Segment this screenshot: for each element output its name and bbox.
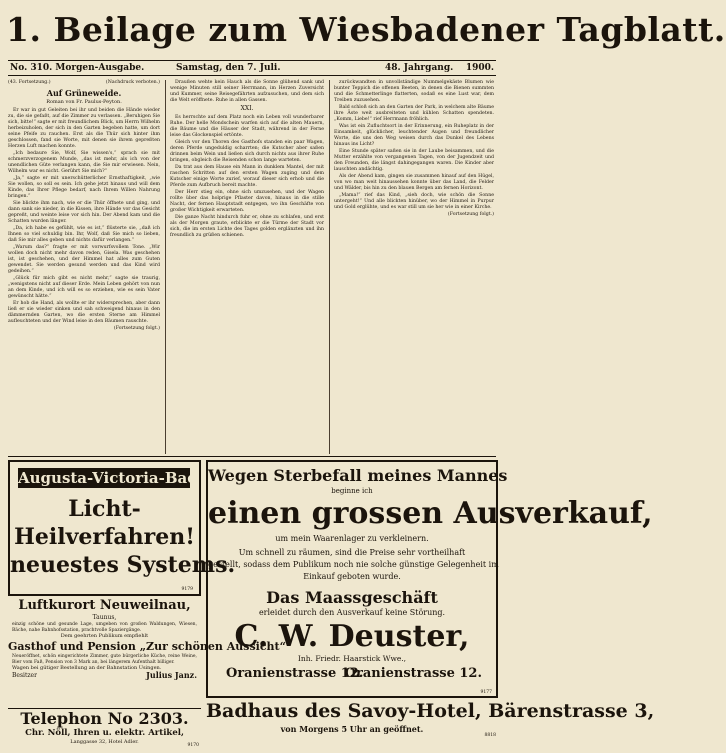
paragraph: „Mama!“ rief das Kind, „sieh doch, wie schön die Sonne untergeht!“ Und alle blickten hinüber, wo der Himmel in Purpur und Gold erglühte, und es war still um sie her wie in einer Kirche. <box>334 193 494 210</box>
paragraph: Als der Abend kam, gingen sie zusammen hinauf auf den Hügel, von wo man weit hinaussehen konnte über das Land, die Felder und Wälder, bis hin zu den blauen Bergen am fernen Horizont. <box>334 174 494 191</box>
ad-kurort-recommend: Dem geehrten Publikum empfiehlt <box>60 633 149 639</box>
paragraph: „Warum das?“ fragte er mit vorwurfsvollem Tone. „Wir wollen doch nicht mehr davon reden, Gisela. Was geschehen ist, ist geschehen, und der Himmel hat alles zum Guten gewendet. Sie werden gesund werden und das Kind wird gedeihen.“ <box>8 245 160 274</box>
ad-badhaus-title: Badhaus des Savoy-Hotel, Bärenstrasse 3, <box>206 700 655 722</box>
ad-deuster-owner: Inh. Friedr. Haarstick Wwe., <box>297 654 407 663</box>
story-title: Auf Grüneweide. <box>46 88 122 98</box>
paragraph: Sie blickte ihm nach, wie er die Thür öffnete und ging, und dann sank sie nieder, in die Kissen, ihre Hände vor das Gesicht gepreßt, und weinte leise vor sich hin. Der Abend kam und die Schatten wurden länger. <box>8 201 160 224</box>
ad-deuster-line: um mein Waarenlager zu verkleinern. <box>275 534 429 543</box>
issue-date: Samstag, den 7. Juli. <box>176 63 281 73</box>
issue-number-edition <box>10 61 144 75</box>
ad-kurort-hotel: Gasthof und Pension „Zur schönen Aussicht“ <box>8 640 286 653</box>
paragraph: Da trat aus dem Hause ein Mann in dunklem Mantel, der mit raschen Schritten auf den ersten Wagen zuging und dem Kutscher einige Worte zurief, worauf dieser sich erhob und die Pferde zum Aufbruch bereit machte. <box>170 165 324 188</box>
ad-code: 8818 <box>484 733 496 738</box>
paragraph: zurückwandten in unvollständige Nummelgekäste Blumen wie bunter Teppich die offenen Beeten, in denen die Bienen summten und die Schmetterlinge flatterten, sodaß es eine Lust war, dem Treiben zuzusehen. <box>334 80 494 103</box>
ad-badhaus-hours: von Morgens 5 Uhr an geöffnet. <box>280 724 424 734</box>
column-rule <box>165 80 166 454</box>
issue-edition: Morgen-Ausgabe. <box>55 63 145 73</box>
ad-deuster-line: Um schnell zu räumen, sind die Preise sehr vortheilhaft <box>238 548 466 557</box>
ad-kurort-hotel-details: Neueröffnet, schön eingerichtete Zimmer, gute bürgerliche Küche, reine Weine, Bier vom Faß, Pension von 3 Mark an, bei längerem Aufenthalt billiger. <box>12 654 197 665</box>
paragraph: Eine Stunde später saßen sie in der Laube beisammen, und die Mutter erzählte von vergangenen Tagen, von der Jugendzeit und den Freunden, die längst dahingegangen waren. Die Kinder aber lauschten andächtig. <box>334 149 494 172</box>
issue-year: 1900. <box>465 63 494 73</box>
ad-code: 9179 <box>181 587 193 592</box>
ad-kurort-owner: Julius Janz. <box>146 670 197 680</box>
ad-deuster-note: erleidet durch den Ausverkauf keine Störung. <box>258 608 446 617</box>
column-rule <box>329 80 330 454</box>
paragraph: „Ja,“ sagte er mit unerschütterlicher Ernsthaftigkeit, „wie Sie wollen, so soll es sein. Ich gehe jetzt hinaus und will dem Kinde, das Ihrer Pflege bedarf, nach Ihrem Willen Nahrung bringen.“ <box>8 176 160 199</box>
paragraph: „Ich bedaure Sie, Wolf, Sie wissen's,“ sprach sie mit schmerzverzogenem Munde, „das ist mehr, als ich von der unendlichen Güte verlangen kann, die Sie mir erwiesen. Nein, Wilhelm war es nicht. Gerührt Sie mich?“ <box>8 151 160 174</box>
paragraph: Was ist ein Zufluchtsort in der Erinnerung, ein Ruheplatz in der Einsamkeit, glücklicher, leuchtender Augen und freundlicher Worte, die uns den Weg weisen durch das Dunkel des Lebens hinaus ins Licht? <box>334 124 494 147</box>
ad-deuster-firm: C. W. Deuster, <box>234 619 470 654</box>
ad-phone-number: Telephon No 2303. <box>20 709 189 728</box>
ad-deuster-ausverkauf <box>206 460 653 698</box>
section-divider <box>8 456 496 457</box>
ad-deuster-address-right: Oranienstrasse 12. <box>344 666 482 681</box>
ad-deuster-line: gestellt, sodass dem Publikum noch nie solche günstige Gelegenheit im <box>208 560 499 569</box>
ad-kurort-owner-row <box>8 671 201 680</box>
ad-deuster-line: Einkauf geboten wurde. <box>303 572 401 581</box>
continued-note: (Fortsetzung folgt.) <box>113 326 160 331</box>
continuation-note: (43. Fortsetzung.) <box>8 80 51 85</box>
column-2 <box>170 80 324 454</box>
issue-bar <box>8 60 496 76</box>
ad-phone-shop: Chr. Nöll, Ihren u. elektr. Artikel, <box>25 728 184 738</box>
paragraph: Der Herr stieg ein, ohne sich umzusehen, und der Wagen rollte über das holprige Pflaster davon, hinaus in die stille Nacht, der fernen Hauptstadt entgegen, wo ihn Geschäfte von großer Wichtigkeit erwarteten. <box>170 190 324 213</box>
paragraph: Er hob die Hand, als wollte er ihr widersprechen, aber dann ließ er sie wieder sinken und sah schweigend hinaus in den dämmernden Garten, wo die ersten Sterne am Himmel aufleuchteten und der Wind leise in den Bäumen rauschte. <box>8 301 160 324</box>
ad-kurort-region: Taunus, <box>92 614 117 621</box>
paragraph: „Da, ich habe es gefühlt, wie es ist,“ flüsterte sie, „daß ich Ihnen so viel schuldig bin. Ihr, Wolf, daß Sie mich so lieben, daß Sie mir alles geben und nichts dafür verlangen.“ <box>8 226 160 243</box>
paragraph: Die ganze Nacht hindurch fuhr er, ohne zu schlafen, und erst als der Morgen graute, erblickte er die Türme der Stadt vor sich, die im ersten Lichte des Tages golden erglänzten und ihn freundlich zu grüßen schienen. <box>170 215 324 238</box>
ad-augusta-title: Augusta-Victoria-Bad <box>18 469 198 487</box>
ad-column-left <box>8 460 286 748</box>
ad-telephon <box>8 708 201 749</box>
issue-volume-year <box>385 61 494 75</box>
paragraph: „Glück für mich gibt es nicht mehr,“ sagte sie traurig, „wenigstens nicht auf dieser Erde. Mein Leben gehört von nun an dem Kinde, und ich will es so erziehen, wie es sein Vater gewünscht hätte.“ <box>8 276 160 299</box>
ad-code: 9177 <box>480 690 492 695</box>
column-1-notes <box>8 80 160 86</box>
paragraph: Bald schloß sich an den Garten der Park, in welchem alte Bäume ihre Äste weit ausbreiteten und kühlen Schatten spendeten. „Komm, Liebe!“ rief Herrmann fröhlich. <box>334 105 494 122</box>
ad-kurort-owner-label: Besitzer <box>12 672 37 679</box>
masthead-title: 1. Beilage zum Wiesbadener Tagblatt. <box>6 10 726 49</box>
reprint-note: (Nachdruck verboten.) <box>105 80 160 85</box>
ad-kurort-booking: Wagen bei gütiger Bestellung an der Bahnstation Usingen. <box>12 665 162 671</box>
issue-number: No. 310. <box>10 63 53 73</box>
ad-code: 9170 <box>187 743 199 748</box>
ad-phone-address: Langgasse 32, Hotel Adler. <box>70 739 139 745</box>
ad-deuster-business: Das Maassgeschäft <box>266 588 438 607</box>
ad-augusta-victoria-bad <box>8 460 236 596</box>
ad-deuster-heading: Wegen Sterbefall meines Mannes <box>208 466 508 485</box>
paragraph: Er war in gut Geleiten bei ihr und beiden die Hände wieder zu, die sie gefaßt, auf die Zimmer zu verlassen. „Beruhigen Sie sich, bitte!“ sagte er mit freundlichem Blick, um Herrn Wilhelm herbeizuholen, der sich in den Garten begeben hatte, um dort seine Pfeife zu rauchen. Erst als die Thür sich hinter ihm geschlossen, fand sie Worte, mit denen sie ihrem gepreßten Herzen Luft machen konnte. <box>8 108 160 149</box>
chapter-number: XXI. <box>240 105 254 112</box>
ad-augusta-line: neuestes Systems. <box>10 552 236 578</box>
column-1 <box>8 80 160 454</box>
ad-deuster-begins: beginne ich <box>331 487 373 495</box>
ad-kurort-description: einzig schöne und gesunde Lage, umgeben von großen Waldungen, Wiesen, Bäche, nahe Bahnhofsstation, prachtvolle Spaziergänge. <box>12 622 197 633</box>
ad-augusta-line: Licht- <box>68 496 141 522</box>
paragraph: Es herrschte auf dem Platz noch ein Leben voll wunderbarer Ruhe. Der helle Mondschein warfen sich auf die alten Mauern, die Bäume und die Häuser der Stadt, während in der Ferne leise das Glockenspiel ertönte. <box>170 115 324 138</box>
ad-kurort-title: Luftkurort Neuweilnau, <box>18 598 191 613</box>
ad-deuster-sale: einen grossen Ausverkauf, <box>208 496 653 531</box>
story-byline: Roman von Fr. Paulus-Peyton. <box>46 99 122 105</box>
ad-luftkurort <box>8 598 286 704</box>
newspaper-page <box>6 4 726 749</box>
column-3 <box>334 80 494 454</box>
continued-note: (Fortsetzung folgt.) <box>447 212 494 217</box>
issue-volume: 48. Jahrgang. <box>385 63 454 73</box>
paragraph: Gleich vor den Thoren des Gasthofs standen ein paar Wagen, deren Pferde ungeduldig scharrten; die Kutscher aber saßen drinnen beim Wein und ließen sich durch nichts aus ihrer Ruhe bringen, obgleich die Reisenden schon lange warteten. <box>170 140 324 163</box>
paragraph: Draußen wehte kein Hauch als die Sonne glühend sank und wenige Minuten still seiner Herrmann, im Herzen Zuversicht und Kummer, seine Reisegefährten aufzusuchen, und dem sich die Welt eröffnete. Ruhe in allen Gassen. <box>170 80 324 103</box>
ad-deuster-address-left: Oranienstrasse 12. <box>226 666 364 681</box>
ad-augusta-line: Heilverfahren! <box>14 524 195 550</box>
ad-badhaus-savoy <box>206 698 655 748</box>
